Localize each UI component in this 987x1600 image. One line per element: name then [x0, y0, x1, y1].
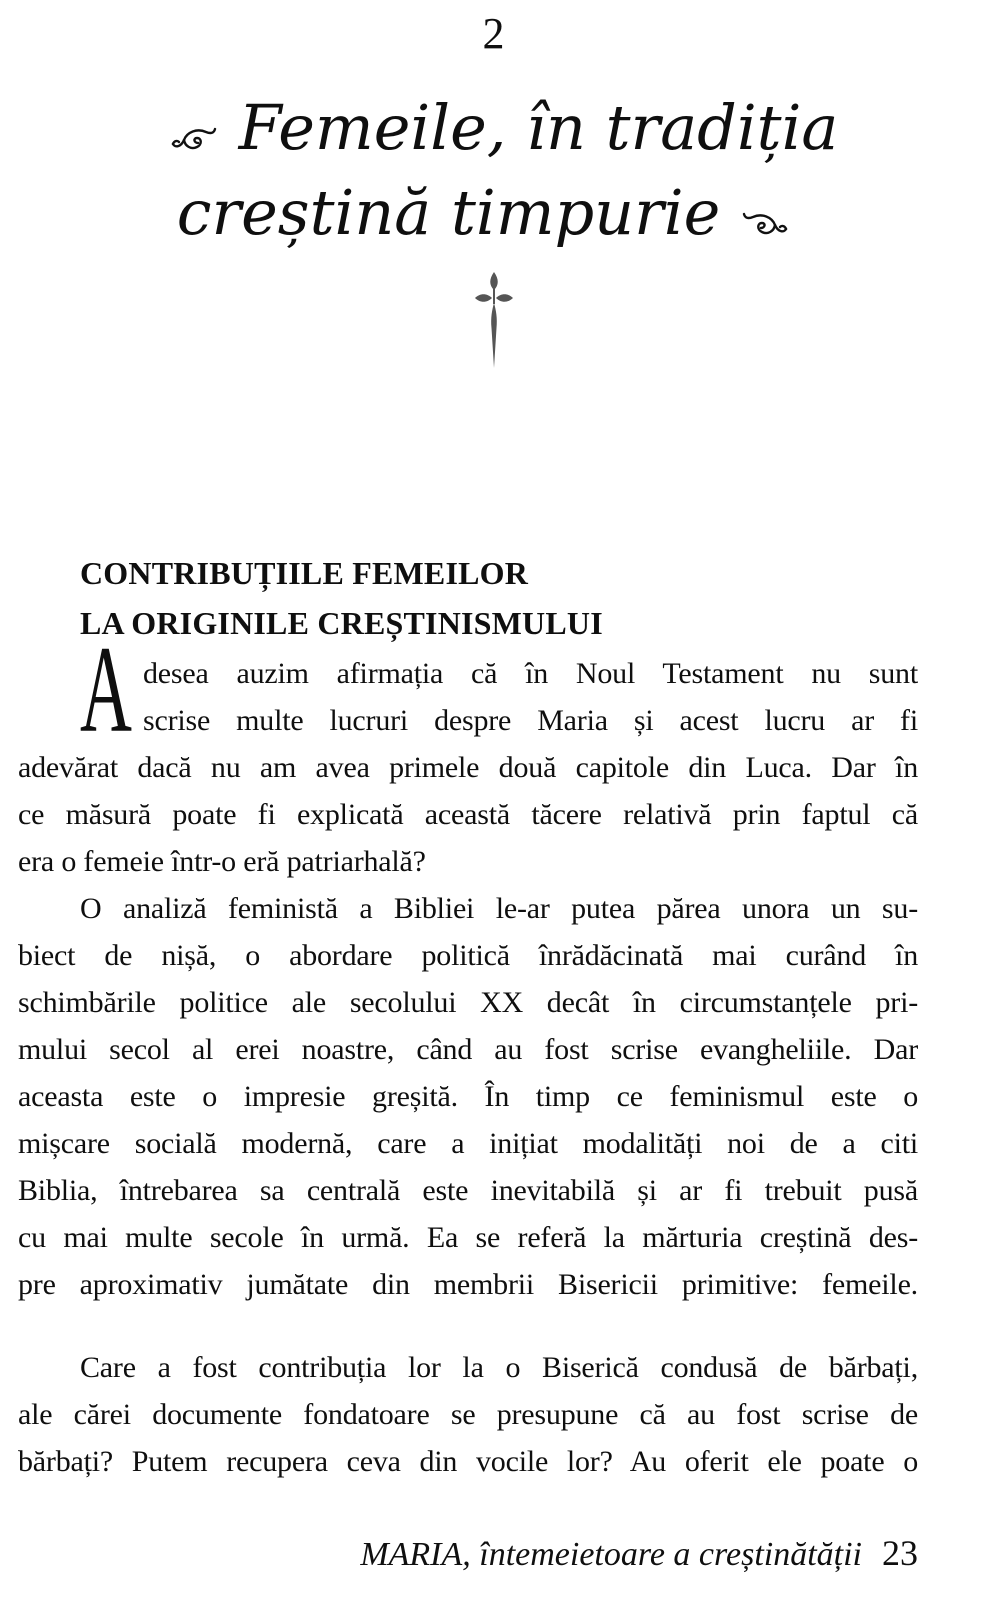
running-title: MARIA, întemeietoare a creștinătății — [360, 1536, 862, 1573]
text-line: mului secol al erei noastre, când au fost scrise evangheliile. Dar — [18, 1032, 918, 1066]
section-heading-line-2: LA ORIGINILE CREȘTINISMULUI — [80, 604, 603, 641]
page-footer — [18, 1532, 918, 1574]
paragraph — [18, 1344, 918, 1485]
text-line: mișcare socială modernă, care a inițiat modalități noi de a citi — [18, 1126, 918, 1160]
text-line: ce măsură poate fi explicată această tăcere relativă prin faptul că — [18, 797, 918, 831]
flourish-right-icon — [742, 178, 788, 258]
text-line: O analiză feministă a Bibliei le-ar putea părea unora un su- — [80, 891, 918, 925]
section-heading — [80, 548, 918, 648]
chapter-title-line-2 — [0, 173, 987, 258]
drop-cap: A — [80, 620, 132, 758]
chapter-title-line-1 — [0, 88, 987, 173]
dropcap-lines — [143, 650, 918, 744]
text-line: schimbările politice ale secolului XX decât în circumstanțele pri- — [18, 985, 918, 1019]
chapter-number: 2 — [482, 9, 505, 58]
text-line: pre aproximativ jumătate din membrii Bisericii primitive: femeile. — [18, 1267, 918, 1301]
cross-fleuron-icon — [0, 270, 987, 370]
page-number: 23 — [882, 1533, 918, 1573]
section-heading-line-1: CONTRIBUȚIILE FEMEILOR — [80, 554, 529, 591]
text-line: desea auzim afirmația că în Noul Testament nu sunt — [143, 656, 918, 690]
text-line: scrise multe lucruri despre Maria și acest lucru ar fi — [143, 703, 918, 737]
text-line: Care a fost contribuția lor la o Biserică condusă de bărbați, — [80, 1350, 918, 1384]
text-line: Biblia, întrebarea sa centrală este inevitabilă și ar fi trebuit pusă — [18, 1173, 918, 1207]
paragraph — [18, 885, 918, 1308]
chapter-title-text-2: creștină timpurie — [176, 175, 721, 249]
chapter-title-text-1: Femeile, în tradiția — [238, 91, 839, 164]
text-line: cu mai multe secole în urmă. Ea se referă la mărturia creștină des- — [18, 1220, 918, 1254]
chapter-title — [0, 88, 987, 258]
text-line: biect de nișă, o abordare politică înrădăcinată mai curând în — [18, 938, 918, 972]
flourish-left-icon — [171, 93, 217, 173]
text-line: bărbați? Putem recupera ceva din vocile lor? Au oferit ele poate o — [18, 1444, 918, 1478]
text-line: era o femeie într-o eră patriarhală? — [18, 844, 426, 878]
text-line: adevărat dacă nu am avea primele două capitole din Luca. Dar în — [18, 750, 918, 784]
text-line: aceasta este o impresie greșită. În timp ce feminismul este o — [18, 1079, 918, 1113]
text-line: ale cărei documente fondatoare se presupune că au fost scrise de — [18, 1397, 918, 1431]
